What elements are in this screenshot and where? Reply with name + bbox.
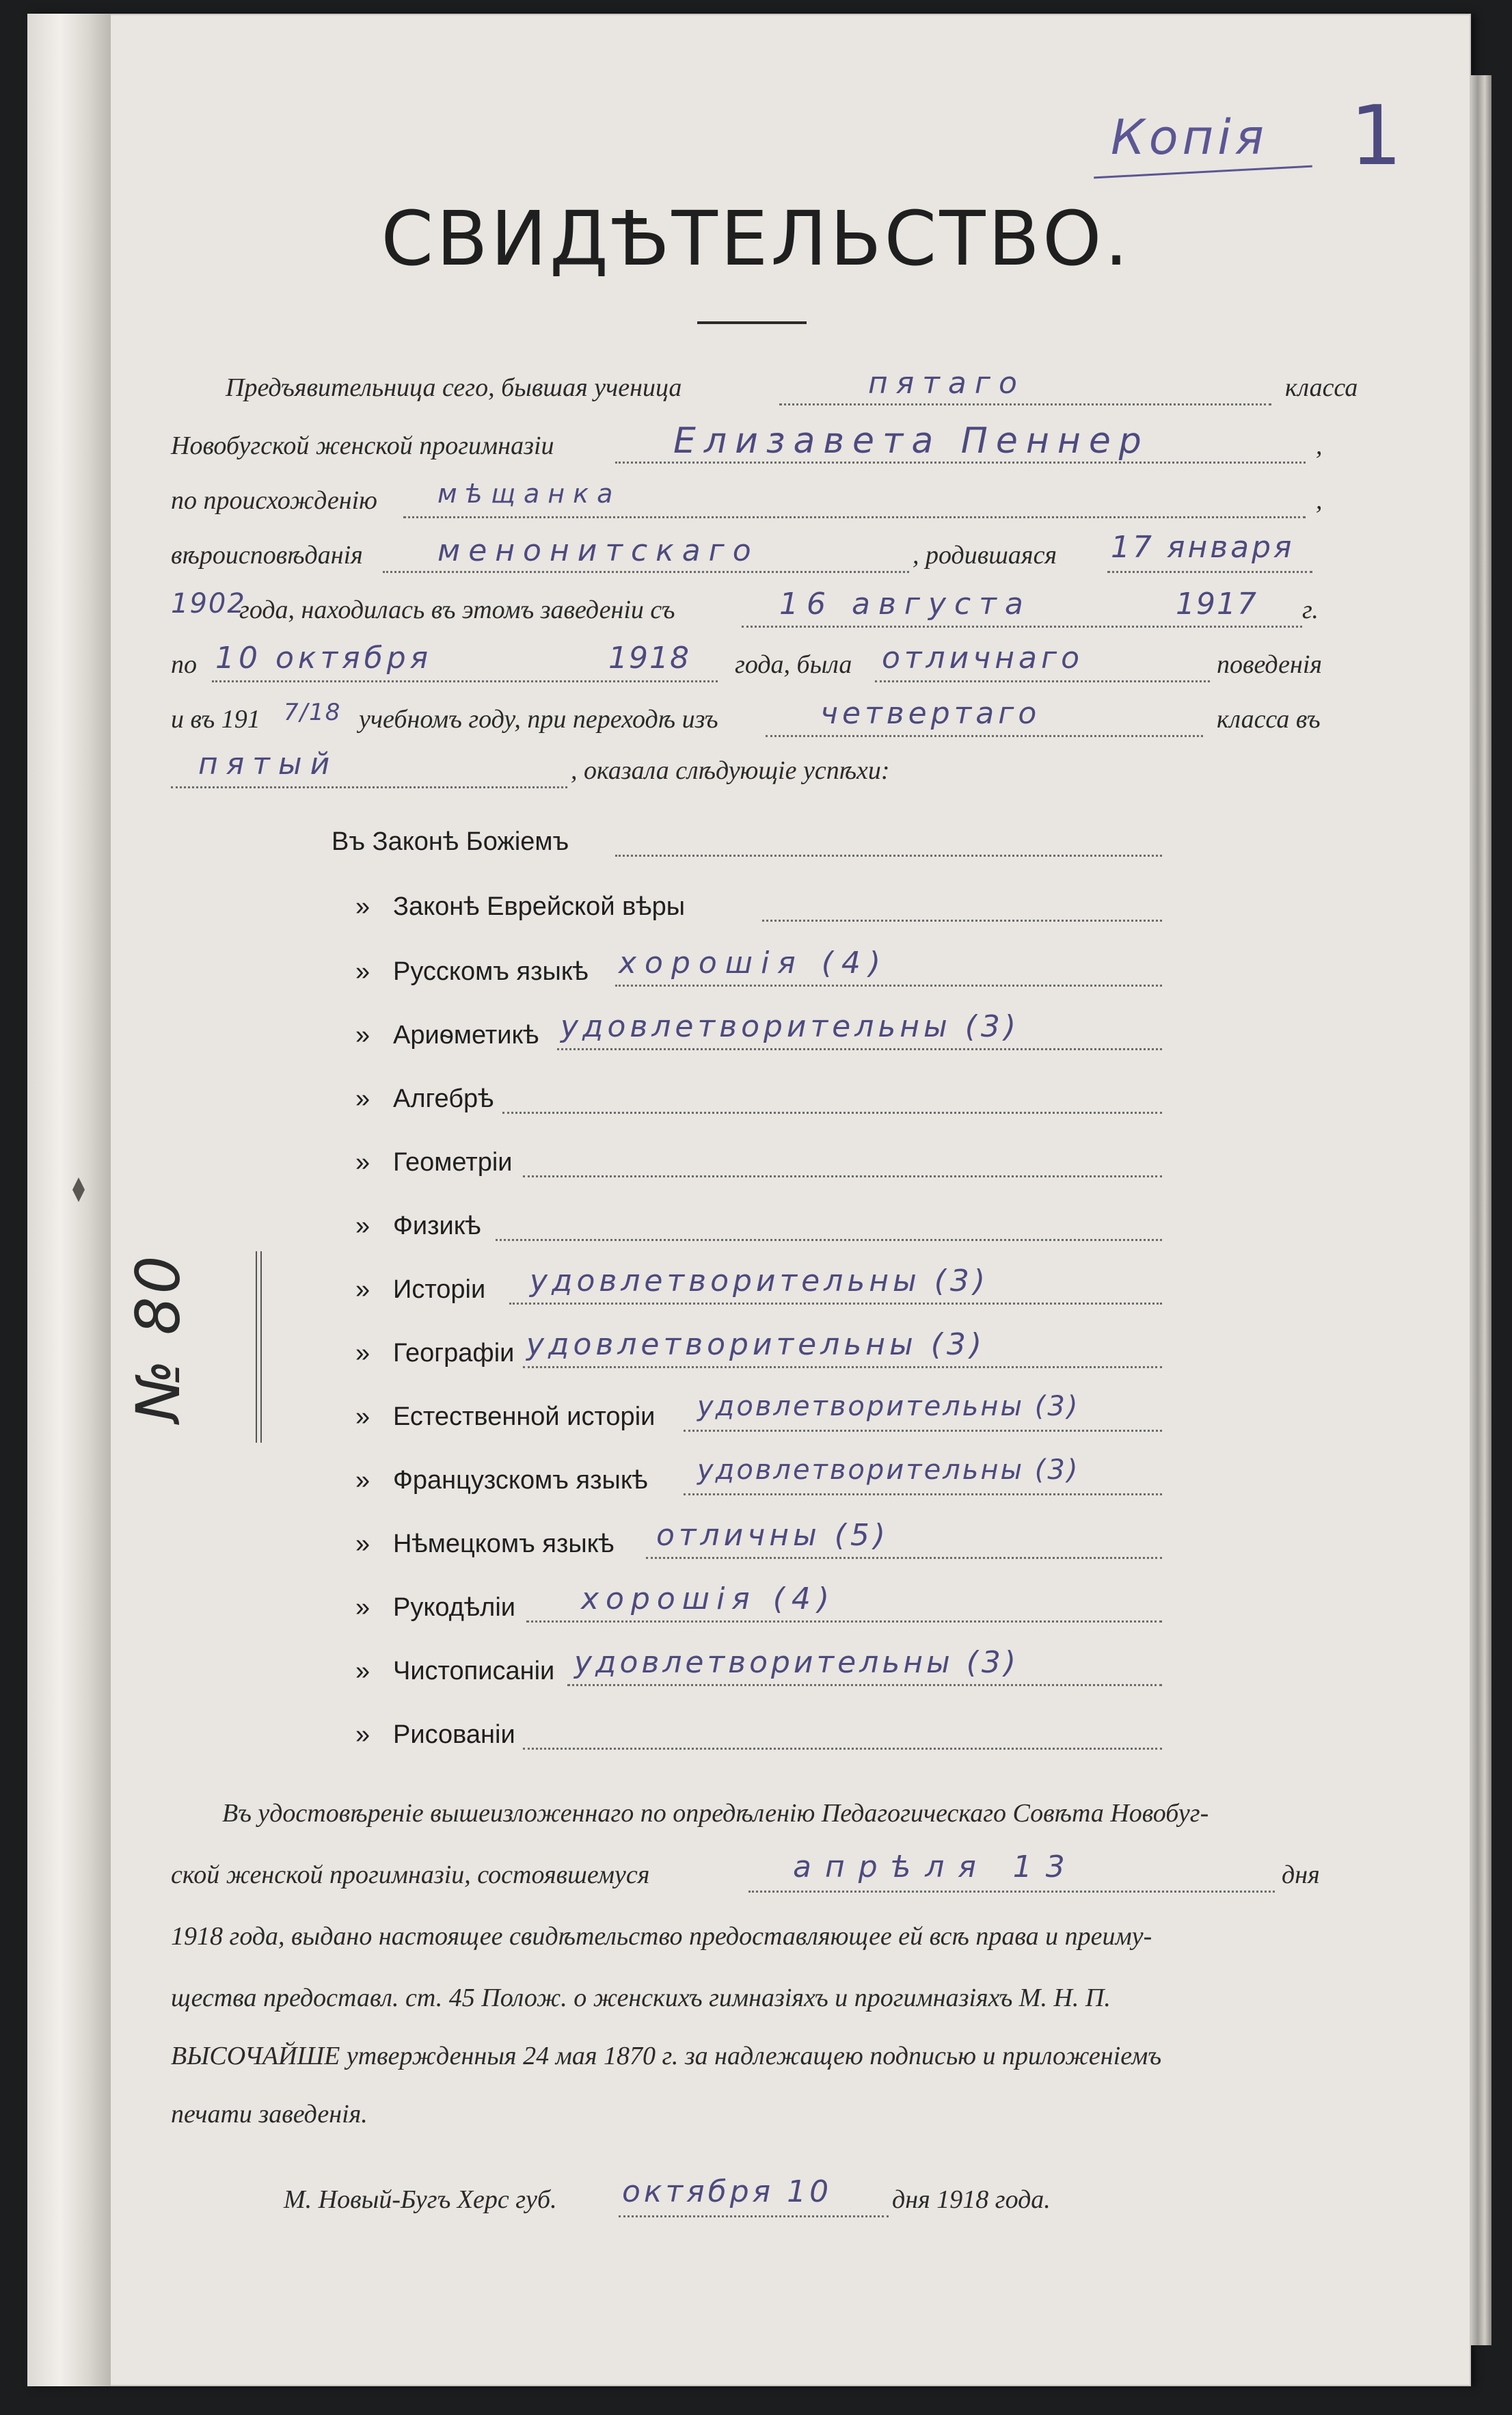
fill-line xyxy=(403,516,1306,518)
hand-school-year: 7/18 xyxy=(284,699,342,726)
fill-line xyxy=(615,462,1306,464)
fill-line xyxy=(567,1684,1162,1686)
hand-birth-date: 17 января xyxy=(1111,530,1295,565)
subject-grade: хорошiя (4) xyxy=(619,946,889,980)
subject-name: Физикѣ xyxy=(393,1212,481,1240)
subject-prefix: » xyxy=(355,1402,370,1431)
hand-end-date: 10 октября xyxy=(215,641,433,676)
fill-line xyxy=(615,985,1162,987)
subject-prefix: » xyxy=(355,892,370,921)
document-sheet xyxy=(27,14,1471,2386)
binding-spine xyxy=(27,14,111,2386)
hand-estate: мѣщанка xyxy=(437,479,621,509)
intro-line4-mid: , родившаяся xyxy=(913,541,1057,570)
hand-issue-date: октября 10 xyxy=(622,2174,833,2209)
subject-prefix: » xyxy=(355,1720,370,1749)
closing-line3: 1918 года, выдано настоящее свидѣтельство предоставляющее ей всѣ права и преиму- xyxy=(171,1922,1152,1951)
hand-start-date: 16 августа xyxy=(779,587,1031,622)
subject-grade: хорошiя (4) xyxy=(581,1582,837,1616)
intro-line2-text: Новобугской женской прогимназіи xyxy=(171,431,554,460)
hand-to-class: пятый xyxy=(198,747,338,782)
subject-prefix: » xyxy=(355,1021,370,1050)
hand-council-date: апрѣля 13 xyxy=(793,1850,1079,1884)
intro-line3-end: , xyxy=(1316,486,1323,515)
intro-line6-text: года, была xyxy=(735,650,852,679)
hand-end-year: 1918 xyxy=(608,641,690,676)
subject-prefix: » xyxy=(355,1530,370,1558)
closing-line6: печати заведенія. xyxy=(171,2100,368,2129)
hand-birth-year: 1902 xyxy=(171,588,246,619)
intro-line5-end: г. xyxy=(1302,596,1319,624)
intro-line4-text: вѣроисповѣданія xyxy=(171,541,363,570)
fill-line xyxy=(171,786,567,788)
subject-name: Алгебрѣ xyxy=(393,1084,494,1113)
subject-prefix: » xyxy=(355,1466,370,1495)
closing-line2-text: ской женской прогимназіи, состоявшемуся xyxy=(171,1860,650,1889)
fill-line xyxy=(766,735,1203,737)
register-number: № 80 xyxy=(123,1253,193,1422)
closing-place-end: дня 1918 года. xyxy=(892,2185,1051,2214)
fill-line xyxy=(557,1048,1162,1050)
fill-line xyxy=(509,1303,1162,1305)
subject-prefix: » xyxy=(355,1148,370,1177)
hand-start-year: 1917 xyxy=(1176,587,1258,622)
intro-line1-end: класса xyxy=(1285,373,1358,402)
subject-name: Геометріи xyxy=(393,1148,513,1177)
hand-student-name: Елизавета Пеннер xyxy=(673,421,1150,462)
subject-grade: удовлетворительны (3) xyxy=(561,1009,1021,1044)
subject-grade: отличны (5) xyxy=(656,1518,890,1553)
fill-line xyxy=(684,1493,1162,1495)
subject-name: Чистописаніи xyxy=(393,1657,555,1685)
subject-prefix: » xyxy=(355,957,370,986)
fill-line xyxy=(615,855,1162,857)
intro-line6-end: поведенія xyxy=(1217,650,1323,679)
fill-line xyxy=(762,920,1162,922)
closing-line2-end: дня xyxy=(1282,1860,1320,1889)
fill-line xyxy=(875,680,1210,682)
closing-line5: ВЫСОЧАЙШЕ утвержденныя 24 мая 1870 г. за надлежащею подписью и приложеніемъ xyxy=(171,2042,1162,2070)
intro-line1-text: Предъявительница сего, бывшая ученица xyxy=(226,373,682,402)
intro-line6-po: по xyxy=(171,650,197,679)
subject-name: Нѣмецкомъ языкѣ xyxy=(393,1530,615,1558)
subject-grade: удовлетворительны (3) xyxy=(697,1454,1080,1486)
subject-prefix: » xyxy=(355,1593,370,1622)
fill-line xyxy=(383,571,909,573)
subject-grade: удовлетворительны (3) xyxy=(526,1327,986,1362)
fill-line xyxy=(779,403,1271,405)
fill-line xyxy=(502,1112,1162,1114)
fill-line xyxy=(212,680,718,682)
fill-line xyxy=(526,1620,1162,1623)
register-number-lines xyxy=(178,1244,267,1450)
subject-name: Въ Законѣ Божіемъ xyxy=(332,827,569,856)
hand-class: пятаго xyxy=(868,366,1025,401)
hand-religion: менонитскаго xyxy=(437,533,759,568)
subject-name: Исторіи xyxy=(393,1275,486,1304)
subject-prefix: » xyxy=(355,1339,370,1367)
fill-line xyxy=(619,2215,889,2217)
fill-line xyxy=(646,1557,1162,1559)
closing-line4: щества предоставл. ст. 45 Полож. о женскихъ гимназіяхъ и прогимназіяхъ М. Н. П. xyxy=(171,1984,1111,2012)
subject-prefix: » xyxy=(355,1212,370,1240)
subject-grade: удовлетворительны (3) xyxy=(530,1264,990,1298)
subject-name: Географіи xyxy=(393,1339,515,1367)
subject-name: Французскомъ языкѣ xyxy=(393,1466,648,1495)
binding-pin-icon xyxy=(71,1176,86,1203)
intro-line7-mid: учебномъ году, при переходѣ изъ xyxy=(359,705,718,734)
closing-place-text: М. Новый-Бугъ Херс губ. xyxy=(284,2185,557,2214)
subject-name: Русскомъ языкѣ xyxy=(393,957,589,986)
subject-name: Законѣ Еврейской вѣры xyxy=(393,892,686,921)
copy-mark: Копія xyxy=(1111,109,1268,165)
hand-conduct: отличнаго xyxy=(882,641,1084,676)
intro-line7-text: и въ 191 xyxy=(171,705,260,734)
intro-line2-end: , xyxy=(1316,431,1323,460)
intro-line3-text: по происхожденію xyxy=(171,486,377,515)
intro-line8-text: , оказала слѣдующіе успѣхи: xyxy=(571,756,890,785)
subject-name: Рукодѣліи xyxy=(393,1593,515,1622)
fill-line xyxy=(523,1748,1162,1750)
fill-line xyxy=(742,626,1302,628)
subject-prefix: » xyxy=(355,1084,370,1113)
closing-line1: Въ удостовѣреніе вышеизложеннаго по опредѣленію Педагогическаго Совѣта Новобуг- xyxy=(222,1799,1209,1828)
page-number: 1 xyxy=(1350,89,1403,184)
fill-line xyxy=(748,1891,1275,1893)
document-title: СВИДѢТЕЛЬСТВО. xyxy=(381,195,1131,282)
subject-grade: удовлетворительны (3) xyxy=(697,1391,1080,1422)
subject-name: Естественной исторіи xyxy=(393,1402,656,1431)
subject-prefix: » xyxy=(355,1657,370,1685)
fill-line xyxy=(1107,571,1312,573)
page-stack-edge xyxy=(1471,75,1491,2345)
subject-name: Рисованіи xyxy=(393,1720,515,1749)
hand-from-class: четвертаго xyxy=(820,696,1041,731)
fill-line xyxy=(523,1175,1162,1177)
intro-line5-text: года, находилась въ этомъ заведеніи съ xyxy=(239,596,675,624)
fill-line xyxy=(684,1430,1162,1432)
fill-line xyxy=(523,1366,1162,1368)
fill-line xyxy=(496,1239,1162,1241)
intro-line7-end: класса въ xyxy=(1217,705,1321,734)
subject-grade: удовлетворительны (3) xyxy=(574,1645,1020,1680)
subject-prefix: » xyxy=(355,1275,370,1304)
title-rule xyxy=(697,321,807,324)
subject-name: Ариѳметикѣ xyxy=(393,1021,539,1050)
